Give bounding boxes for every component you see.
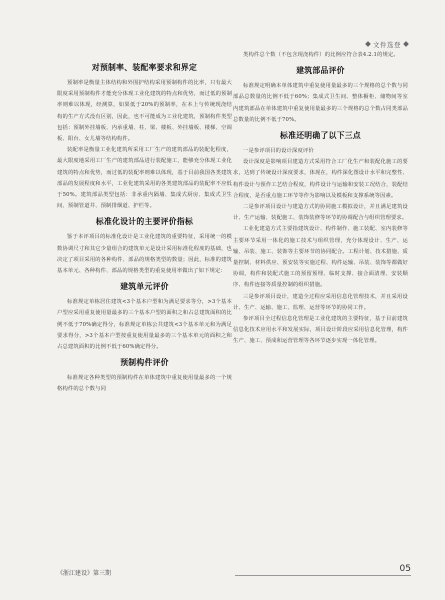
section-heading-building-parts: 建筑部品评价: [296, 66, 345, 76]
paragraph: 标准规定单栋居住建筑<3个基本户型和为满足要求等分，>3个基本户型应采用重复使用量最多的三个基本户型的面积之和占总建筑面积的比例不低于70%确定得分，标准规定单栋公共建筑<3个基本单元和为满足要求得分，>3个基本户型按重复使用量最多的三个基本单元的面积之和占总建筑面积的比例不低于60%确定得分。: [57, 299, 232, 351]
section-heading-prefab-component: 预制构件评价: [120, 358, 169, 368]
paragraph: 工业化建造方式主要指建筑设计、构件制作、施工装配、室内装修等主要环节采用一体化的施工技术与组织管理，充分体现设计、生产、运输、吊装、施工、装饰等主要环节的协同配合。工程计划、技术措施、质量控制、材料供应、预安装等实施过程、构件运输、吊装、装饰等都做好协调，构件和装配式施工的预留预埋、临时支撑、接合面清理、安装顺序、构件连接等质量控制的组织措施。: [233, 226, 408, 289]
diamond-icon: [403, 41, 409, 47]
page-number: 05: [399, 564, 411, 574]
paragraph: 标准规定明确本单体建筑中重复使用量最多的三个规格的总个数与同部品总数量的比例不低于60%；集成式卫生间、整体橱柜、储物间等室内建筑部品在单体建筑中重复使用量最多的三个规格的总个数占同类部品总数量的比例不低于70%。: [233, 83, 408, 123]
paragraph: 类构件总个数（不包含现浇构件）的比例应符合表4.2.1的规定。: [243, 52, 399, 58]
section-heading-building-unit: 建筑单元评价: [120, 282, 169, 292]
section-heading-three-points: 标准还明确了以下三点: [280, 131, 361, 141]
header-tag-text: 文件选登: [373, 41, 401, 49]
footer-divider: [235, 575, 411, 576]
right-column: [233, 50, 408, 348]
paragraph: 二是参评项目设计与建造方式的协同施工模拟设计，并且满足建筑设计、生产运输、装配施工、装饰装修等环节的协调配合与组织管理要求。: [233, 204, 408, 222]
section-header-tag: [363, 40, 411, 49]
paragraph: 装配率是衡量工业化建筑所采用工厂生产的建筑部品的装配化程度，最大限度地采用工厂生产的建筑部品进行装配施工，能够充分体现工业化建筑的特点和优势，而过低的装配率则难以体现，基于目前我国各类建筑部品的发展程度和水平，工业化建筑采用的各类建筑部品的装配率不应低于50%。建筑部品类型包括：非承重内隔墙、集成式厨房、集成式卫生间、预制管道井、预制排烟道、护栏等。: [57, 147, 232, 210]
paragraph: 三是参评项目设计，建造全过程应采用信息化管理技术，并且采用设计、生产、运输、施工、监理、运营等环节的协同工作。: [233, 293, 408, 311]
paragraph: 标准规定各种类型的预制构件在单体建筑中重复使用量最多的一个规格构件的总个数与同: [57, 375, 232, 393]
left-column: [57, 58, 232, 396]
paragraph: 一是参评项目的设计深度评价: [243, 148, 314, 155]
paragraph: 预制率是衡量主体结构和外围护结构采用预制构件的比率，只有最大限度采用预制构件才能充分体现工业化建筑的特点和优势，而过低的预制率则难以体现，经测算，如果低于20%的预制率，在本上与传统现浇结构的生产方式没有区别，因此，也不可能成为工业化建筑，预制构件类型包括：预制外挂墙板、内承重墙、柱、梁、楼板、外挂墙板、楼梯、空调板、阳台、女儿墙等结构构件。: [57, 80, 232, 143]
section-heading-standardization: 标准化设计的主要评价指标: [95, 217, 194, 227]
section-heading-prefab-rate: 对预制率、装配率要求和界定: [91, 63, 198, 72]
diamond-icon: [365, 41, 371, 47]
journal-footer: 《浙江建设》第三期: [57, 570, 112, 577]
paragraph: 参评项目全过程信息化管理是工业化建筑的主要特征，基于目前建筑信息化技术应用水平和发展实际，项目设计阶段应采用信息化管理，构件生产、施工、预成和运营管理等各环节逐步实现一体化管理。: [233, 316, 408, 345]
paragraph: 鉴于本评项目的标准化设计是工业化建筑的重要特征，采用统一的模数协调尺寸和其它少量组合的建筑单元是设计采用标准化程度的基础，也决定了项目采用的各种构件、部品的规格类型的数量；因此，标准的建筑基本单元、各种构件、部品的规格类型的重复使用率做出了如下规定：: [57, 234, 232, 275]
paragraph: 设计深度是影响项目建造方式采用符合工厂化生产和装配化施工的要求，达到了传统设计深度要求，体现在，构件深化图设计水平和完整性、构件设计与预作工艺结合程度，构件设计与运输和安装工况结合，装配结合程度，是否重点施工环节等作为影响以及模板和支撑系统等因素。: [233, 159, 408, 199]
